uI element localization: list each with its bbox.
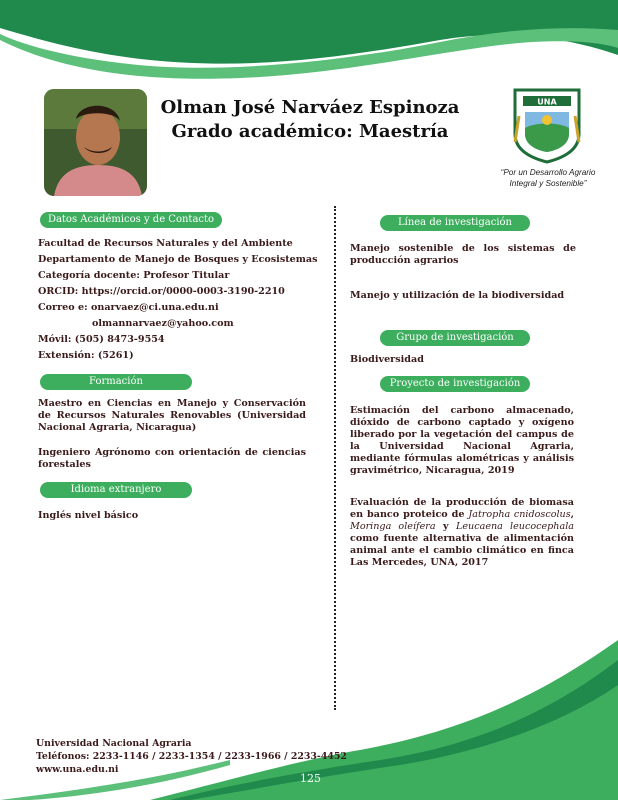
academic-email-alt: olmannarvaez@yahoo.com (92, 318, 234, 329)
training-engineer: Ingeniero Agrónomo con orientación de ciencias forestales (38, 447, 306, 470)
logo-text: UNA (537, 97, 557, 107)
section-research-line: Línea de investigación (380, 215, 530, 231)
research-group-item: Biodiversidad (350, 354, 424, 365)
section-research-project: Proyecto de investigación (380, 376, 530, 392)
logo-motto: “Por un Desarrollo Agrario Integral y Sostenible” (500, 168, 596, 188)
footer-web: www.una.edu.ni (36, 764, 119, 775)
research-line-2: Manejo y utilización de la biodiversidad (350, 290, 565, 301)
academic-mobile: Móvil: (505) 8473-9554 (38, 334, 165, 345)
page-number: 125 (300, 772, 321, 785)
section-research-group: Grupo de investigación (380, 330, 530, 346)
footer-org: Universidad Nacional Agraria (36, 738, 192, 749)
academic-faculty: Facultad de Recursos Naturales y del Ambiente (38, 238, 293, 249)
academic-orcid: ORCID: https://orcid.or/0000-0003-3190-2210 (38, 286, 285, 297)
research-project-1: Estimación del carbono almacenado, dióxido de carbono captado y oxígeno liberado por la vegetación del campus de la Universidad Nacional Agraria, mediante fórmulas alométricas y análisis gravimétrico, Nicaragua, 2019 (350, 405, 574, 476)
academic-extension: Extensión: (5261) (38, 350, 134, 361)
species-moringa: Moringa oleífera (350, 521, 436, 532)
academic-category: Categoría docente: Profesor Titular (38, 270, 230, 281)
species-leucaena: Leucaena leucocephala (456, 521, 574, 532)
footer-contact (36, 737, 347, 776)
profile-header (160, 96, 460, 144)
column-divider (334, 206, 336, 710)
academic-email: Correo e: onarvaez@ci.una.edu.ni (38, 302, 219, 313)
language-item: Inglés nivel básico (38, 510, 139, 521)
section-academic: Datos Académicos y de Contacto (40, 212, 222, 228)
section-language: Idioma extranjero (40, 482, 192, 498)
footer-phones: Teléfonos: 2233-1146 / 2233-1354 / 2233-1966 / 2233-4452 (36, 751, 347, 762)
training-master: Maestro en Ciencias en Manejo y Conservación de Recursos Naturales Renovables (Universidad Nacional Agraria, Nicaragua) (38, 398, 306, 433)
research-line-1: Manejo sostenible de los sistemas de producción agrarios (350, 243, 576, 266)
profile-name: Olman José Narváez Espinoza (160, 97, 460, 118)
profile-photo (44, 89, 147, 196)
research-project-2: Evaluación de la producción de biomasa en banco proteico de Jatropha cnidoscolus, Moringa oleífera y Leucaena leucocephala como fuente alternativa de alimentación animal ante el cambio climático en finca Las Mercedes, UNA, 2017 (350, 497, 574, 568)
profile-degree: Grado académico: Maestría (171, 121, 449, 142)
academic-department: Departamento de Manejo de Bosques y Ecosistemas (38, 254, 318, 265)
university-logo (511, 86, 583, 164)
top-wave-decoration (0, 0, 618, 90)
section-training: Formación (40, 374, 192, 390)
species-jatropha: Jatropha cnidoscolus (468, 509, 571, 520)
